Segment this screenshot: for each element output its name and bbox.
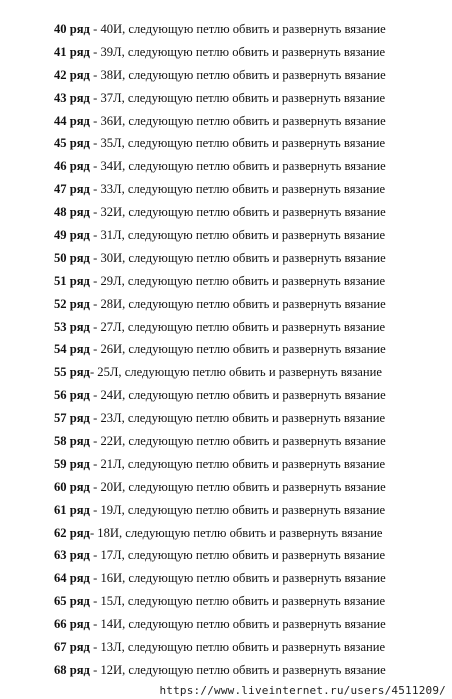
row-line (0, 87, 452, 110)
row-number: 55 ряд (54, 365, 90, 380)
knitting-rows-list (0, 18, 452, 682)
row-instruction: 40И, следующую петлю обвить и развернуть вязание (100, 22, 386, 36)
row-line (0, 316, 452, 339)
row-instruction: 15Л, следующую петлю обвить и развернуть вязание (100, 594, 386, 609)
row-separator: - (89, 136, 101, 151)
row-line (0, 384, 452, 407)
row-line (0, 178, 452, 201)
row-line (0, 544, 452, 567)
row-instruction: 23Л, следующую петлю обвить и развернуть вязание (100, 411, 386, 426)
row-separator: - (89, 525, 98, 540)
row-number: 50 ряд (54, 250, 90, 265)
row-separator: - (89, 342, 101, 357)
row-number: 43 ряд (54, 90, 90, 105)
row-separator: - (89, 205, 101, 220)
row-line (0, 499, 452, 522)
row-line (0, 224, 452, 247)
row-separator: - (89, 182, 101, 197)
row-instruction: 25Л, следующую петлю обвить и развернуть вязание (97, 365, 382, 380)
row-instruction: 36И, следующую петлю обвить и развернуть вязание (100, 113, 386, 128)
row-number: 47 ряд (54, 182, 90, 197)
row-line (0, 18, 452, 41)
row-separator: - (89, 159, 101, 174)
row-line (0, 293, 452, 316)
row-separator: - (89, 594, 101, 609)
row-line (0, 636, 452, 659)
row-number: 46 ряд (54, 159, 90, 174)
row-number: 56 ряд (54, 388, 90, 403)
row-number: 52 ряд (54, 296, 90, 311)
row-instruction: 22И, следующую петлю обвить и развернуть вязание (100, 434, 386, 449)
row-number: 66 ряд (54, 617, 90, 632)
row-number: 62 ряд (54, 525, 90, 540)
row-separator: - (89, 388, 101, 403)
row-number: 53 ряд (54, 319, 90, 334)
row-number: 58 ряд (54, 434, 90, 449)
row-instruction: 26И, следующую петлю обвить и развернуть вязание (100, 342, 386, 357)
row-separator: - (89, 67, 101, 82)
row-separator: - (89, 456, 101, 471)
row-number: 59 ряд (54, 456, 90, 471)
row-instruction: 30И, следующую петлю обвить и развернуть вязание (100, 250, 386, 265)
row-separator: - (89, 617, 101, 632)
row-instruction: 28И, следующую петлю обвить и развернуть вязание (100, 296, 386, 311)
row-line (0, 270, 452, 293)
row-instruction: 35Л, следующую петлю обвить и развернуть вязание (100, 136, 386, 151)
row-instruction: 37Л, следующую петлю обвить и развернуть вязание (100, 90, 386, 105)
row-line (0, 247, 452, 270)
row-line (0, 155, 452, 178)
row-number: 48 ряд (54, 205, 90, 220)
row-line (0, 201, 452, 224)
row-instruction: 21Л, следующую петлю обвить и развернуть вязание (100, 456, 386, 471)
row-line (0, 361, 452, 384)
row-separator: - (89, 640, 101, 655)
row-instruction: 32И, следующую петлю обвить и развернуть вязание (100, 205, 386, 220)
source-watermark: https://www.liveinternet.ru/users/4511209/ (159, 684, 446, 697)
row-instruction: 14И, следующую петлю обвить и развернуть вязание (100, 617, 386, 632)
row-separator: - (89, 502, 101, 517)
row-line (0, 659, 452, 682)
row-instruction: 24И, следующую петлю обвить и развернуть вязание (100, 388, 386, 403)
row-number: 45 ряд (54, 136, 90, 151)
row-instruction: 19Л, следующую петлю обвить и развернуть вязание (100, 502, 386, 517)
row-number: 42 ряд (54, 67, 90, 82)
row-separator: - (89, 90, 101, 105)
row-line (0, 567, 452, 590)
row-number: 63 ряд (54, 548, 90, 563)
row-separator: - (89, 434, 101, 449)
row-separator: - (89, 411, 101, 426)
row-number: 41 ряд (54, 44, 90, 59)
row-number: 60 ряд (54, 479, 90, 494)
row-instruction: 31Л, следующую петлю обвить и развернуть вязание (100, 228, 386, 243)
row-line (0, 522, 452, 545)
row-instruction: 12И, следующую петлю обвить и развернуть вязание (100, 662, 386, 677)
row-number: 61 ряд (54, 502, 90, 517)
row-instruction: 27Л, следующую петлю обвить и развернуть вязание (100, 319, 386, 334)
row-number: 57 ряд (54, 411, 90, 426)
row-instruction: 34И, следующую петлю обвить и развернуть вязание (100, 159, 386, 174)
row-instruction: 29Л, следующую петлю обвить и развернуть вязание (100, 273, 386, 288)
row-number: 54 ряд (54, 342, 90, 357)
row-line (0, 407, 452, 430)
row-line (0, 590, 452, 613)
row-separator: - (89, 548, 101, 563)
row-instruction: 33Л, следующую петлю обвить и развернуть вязание (100, 182, 386, 197)
row-number: 49 ряд (54, 228, 90, 243)
row-separator: - (89, 44, 101, 59)
row-separator: - (89, 273, 101, 288)
row-instruction: 13Л, следующую петлю обвить и развернуть вязание (100, 640, 386, 655)
row-separator: - (89, 365, 98, 380)
row-separator: - (89, 250, 101, 265)
row-line (0, 430, 452, 453)
row-instruction: 18И, следующую петлю обвить и развернуть вязание (97, 525, 383, 540)
row-number: 68 ряд (54, 662, 90, 677)
row-number: 44 ряд (54, 113, 90, 128)
row-instruction: 38И, следующую петлю обвить и развернуть вязание (100, 67, 386, 82)
row-number: 40 ряд (54, 22, 90, 36)
row-separator: - (89, 228, 101, 243)
row-instruction: 16И, следующую петлю обвить и развернуть вязание (100, 571, 386, 586)
row-number: 65 ряд (54, 594, 90, 609)
row-separator: - (89, 571, 101, 586)
row-separator: - (89, 22, 101, 36)
row-line (0, 338, 452, 361)
row-separator: - (89, 479, 101, 494)
row-line (0, 453, 452, 476)
row-number: 51 ряд (54, 273, 90, 288)
row-instruction: 39Л, следующую петлю обвить и развернуть вязание (100, 44, 386, 59)
row-instruction: 17Л, следующую петлю обвить и развернуть вязание (100, 548, 386, 563)
row-line (0, 110, 452, 133)
row-separator: - (89, 319, 101, 334)
row-line (0, 64, 452, 87)
row-line (0, 613, 452, 636)
row-line (0, 132, 452, 155)
row-number: 67 ряд (54, 640, 90, 655)
row-line (0, 41, 452, 64)
row-separator: - (89, 296, 101, 311)
row-separator: - (89, 662, 101, 677)
row-line (0, 476, 452, 499)
row-number: 64 ряд (54, 571, 90, 586)
row-instruction: 20И, следующую петлю обвить и развернуть вязание (100, 479, 386, 494)
row-separator: - (89, 113, 101, 128)
